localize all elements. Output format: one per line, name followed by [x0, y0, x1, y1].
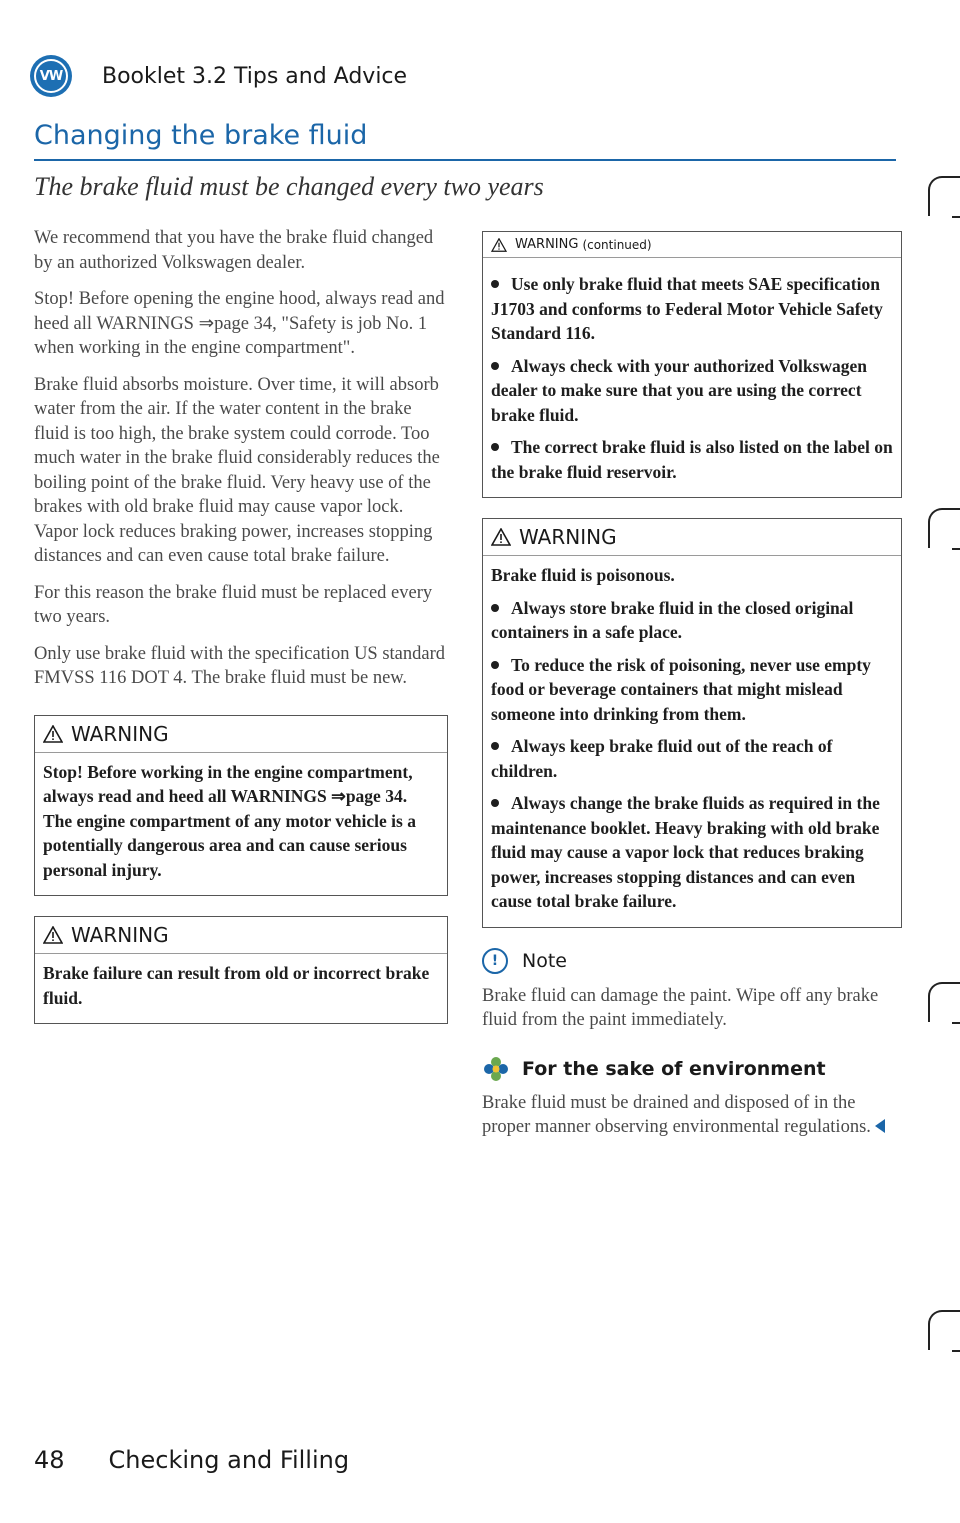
warning-header: [483, 232, 901, 258]
environment-header: [482, 1055, 902, 1083]
info-icon: !: [482, 948, 508, 974]
note-text: Brake fluid can damage the paint. Wipe off any brake fluid from the paint immediately.: [482, 985, 879, 1030]
environment-text: [482, 1091, 902, 1140]
bullet-text: Always check with your authorized Volkswagen dealer to make sure that you are using the correct brake fluid.: [491, 355, 868, 425]
warning-text: Stop! Before working in the engine compartment, always read and heed all WARNINGS ⇒page 34. The engine compartment of any motor vehicle is a potentially dangerous area and can cause serious personal injury.: [43, 761, 416, 880]
warning-body: [483, 258, 901, 497]
warning-body: [483, 556, 901, 927]
list-item: [491, 734, 893, 783]
page-footer: [34, 1446, 349, 1474]
right-column: [482, 231, 902, 1152]
warning-intro: Brake fluid is poisonous.: [491, 565, 675, 585]
environment-text-body: Brake fluid must be drained and disposed of in the proper manner observing environmental regulations.: [482, 1092, 871, 1137]
page-number: 48: [34, 1446, 65, 1474]
warning-triangle-icon: [43, 926, 63, 944]
bullet-text: Use only brake fluid that meets SAE specification J1703 and conforms to Federal Motor Vehicle Safety Standard 116.: [491, 274, 883, 343]
bullet-text: The correct brake fluid is also listed on the label on the brake fluid reservoir.: [491, 437, 893, 482]
note-title: Note: [522, 949, 567, 972]
bullet-dot-icon: [491, 661, 499, 669]
warning-text: Brake failure can result from old or incorrect brake fluid.: [43, 963, 430, 1008]
index-tab-icon: [928, 176, 960, 216]
left-column: [34, 226, 448, 1044]
warning-title: WARNING: [71, 721, 169, 746]
bullet-text: Always keep brake fluid out of the reach of children.: [491, 736, 833, 781]
bullet-dot-icon: [491, 443, 499, 451]
warning-title: WARNING: [71, 923, 169, 947]
bullet-text: Always store brake fluid in the closed original containers in a safe place.: [491, 597, 854, 642]
list-item: [491, 354, 893, 428]
paragraph: We recommend that you have the brake fluid changed by an authorized Volkswagen dealer.: [34, 228, 434, 273]
bullet-dot-icon: [491, 604, 499, 612]
index-tab-icon: [928, 982, 960, 1022]
warning-header: [35, 716, 447, 753]
list-item: [491, 272, 893, 346]
vw-logo-text: VW: [34, 59, 68, 93]
page-header: [30, 53, 407, 99]
environment-title: For the sake of environment: [522, 1057, 826, 1080]
warning-triangle-icon: [491, 238, 507, 252]
flower-icon: [482, 1055, 510, 1083]
warning-triangle-icon: [43, 725, 63, 743]
warning-header: [35, 917, 447, 954]
paragraph: Stop! Before opening the engine hood, always read and heed all WARNINGS ⇒page 34, "Safety is job No. 1 when working in the engine compartment".: [34, 289, 445, 358]
warning-body: [35, 954, 447, 1023]
chapter-title: Checking and Filling: [108, 1446, 350, 1474]
list-item: [491, 596, 893, 645]
warning-header: [483, 519, 901, 556]
warning-body: [35, 753, 447, 896]
warning-title: WARNING: [519, 525, 617, 549]
bullet-dot-icon: [491, 799, 499, 807]
warning-title: WARNING: [515, 237, 579, 252]
paragraph: Only use brake fluid with the specification US standard FMVSS 116 DOT 4. The brake fluid must be new.: [34, 643, 446, 688]
warning-box: [34, 715, 448, 897]
bullet-dot-icon: [491, 362, 499, 370]
end-arrow-icon: [875, 1119, 885, 1133]
note-header: [482, 948, 902, 974]
booklet-title: Booklet 3.2 Tips and Advice: [102, 63, 408, 89]
paragraph: Brake fluid absorbs moisture. Over time, it will absorb water from the air. If the water content in the brake fluid is too high, the brake system could corrode. Too much water in the brake fluid considerably reduces the boiling point of the brake fluid. Very heavy use of the brakes with old brake fluid may cause vapor lock. Vapor lock reduces braking power, increases stopping distances and can even cause total brake failure.: [34, 374, 440, 566]
vw-logo-icon: [30, 55, 72, 97]
bullet-dot-icon: [491, 742, 499, 750]
bullet-dot-icon: [491, 280, 499, 288]
list-item: [491, 791, 893, 914]
paragraph: For this reason the brake fluid must be replaced every two years.: [34, 582, 433, 627]
warning-continued-box: [482, 231, 902, 498]
index-tab-icon: [928, 1310, 960, 1350]
section-title: Changing the brake fluid: [34, 120, 368, 151]
section-subtitle: The brake fluid must be changed every two years: [34, 172, 544, 201]
title-divider: [34, 159, 896, 161]
list-item: [491, 435, 893, 484]
bullet-text: To reduce the risk of poisoning, never use empty food or beverage containers that might mislead someone into drinking from them.: [491, 654, 871, 724]
bullet-text: Always change the brake fluids as required in the maintenance booklet. Heavy braking with old brake fluid may cause a vapor lock that reduces braking power, increases stopping distances and can even cause total brake failure.: [491, 793, 880, 911]
warning-title-suffix: (continued): [582, 237, 652, 252]
warning-box: [34, 916, 448, 1024]
warning-box: [482, 518, 902, 928]
list-item: [491, 653, 893, 727]
warning-triangle-icon: [491, 528, 511, 546]
index-tab-icon: [928, 508, 960, 548]
